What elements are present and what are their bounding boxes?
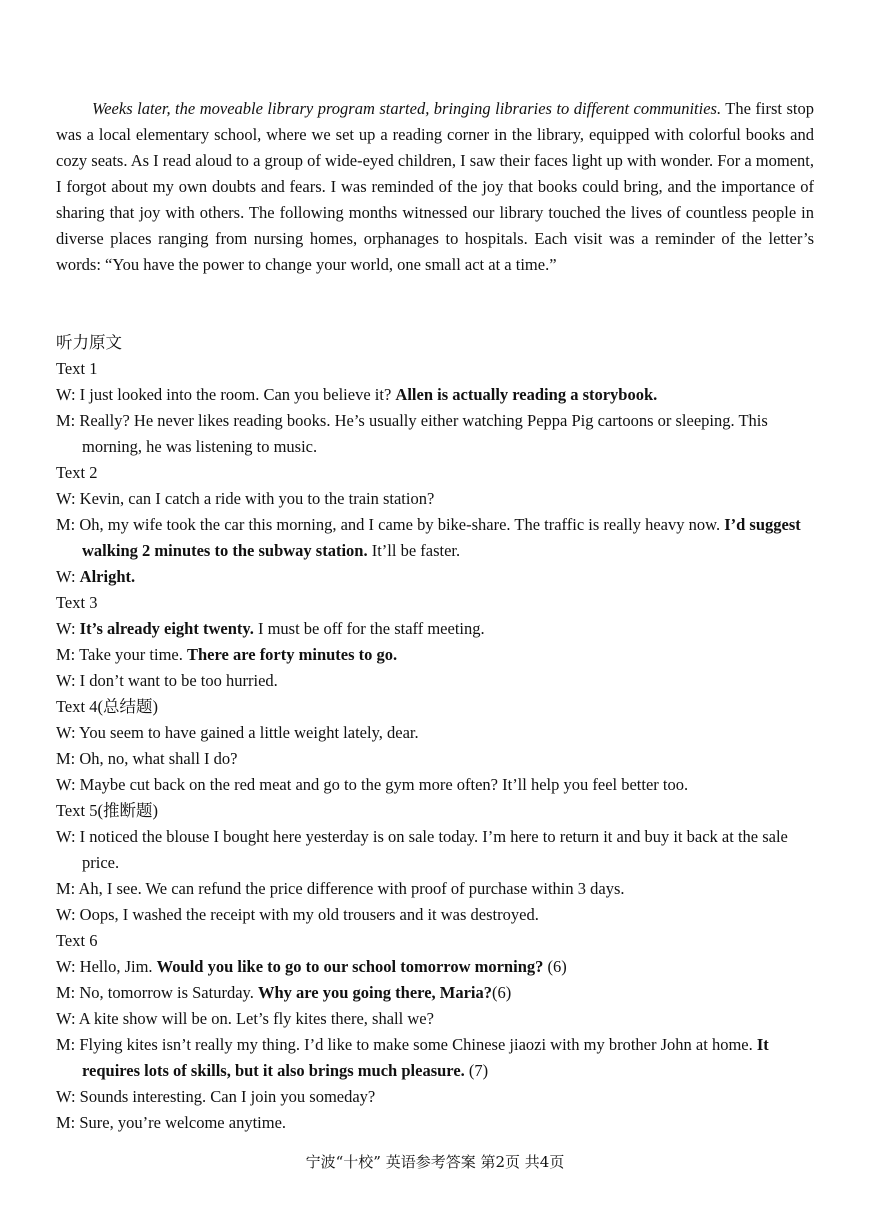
text-6-heading: Text 6 bbox=[56, 931, 98, 950]
page-footer: 宁波“十校” 英语参考答案 第2页 共4页 bbox=[305, 1153, 565, 1171]
key-answer: Would you like to go to our school tomorrow morning? bbox=[156, 957, 548, 976]
dialogue-line: W: Alright. bbox=[56, 567, 136, 586]
text-4-heading: Text 4(总结题) bbox=[56, 697, 158, 716]
text-3-heading: Text 3 bbox=[56, 593, 98, 612]
dialogue-line: M: Flying kites isn’t really my thing. I’d like to make some Chinese jiaozi with my brother John at home. It requires lots of skills, but it also brings much pleasure. (7) bbox=[56, 1035, 769, 1080]
key-answer: Allen is actually reading a storybook. bbox=[395, 385, 658, 404]
listening-transcript bbox=[56, 330, 816, 1136]
dialogue-line: W: Kevin, can I catch a ride with you to the train station? bbox=[56, 489, 435, 508]
listening-title: 听力原文 bbox=[56, 333, 122, 352]
dialogue-line: W: I just looked into the room. Can you believe it? Allen is actually reading a storybook. bbox=[56, 385, 658, 404]
dialogue-line: W: Oops, I washed the receipt with my old trousers and it was destroyed. bbox=[56, 905, 539, 924]
text-1-heading: Text 1 bbox=[56, 359, 98, 378]
essay-body: The first stop was a local elementary school, where we set up a reading corner in the library, equipped with colorful books and cozy seats. As I read aloud to a group of wide-eyed children, I saw their faces light up with wonder. For a moment, I forgot about my own doubts and fears. I was reminded of the joy that books could bring, and the importance of sharing that joy with others. The following months witnessed our library touched the lives of countless people in diverse places ranging from nursing homes, orphanages to hospitals. Each visit was a reminder of the letter’s words: “You have the power to change your world, one small act at a time.” bbox=[56, 99, 815, 274]
dialogue-line: M: Oh, my wife took the car this morning, and I came by bike-share. The traffic is really heavy now. I’d suggest walking 2 minutes to the subway station. It’ll be faster. bbox=[56, 515, 801, 560]
dialogue-line: W: It’s already eight twenty. I must be off for the staff meeting. bbox=[56, 619, 485, 638]
key-answer: Alright. bbox=[79, 567, 136, 586]
key-answer: It requires lots of skills, but it also brings much pleasure. bbox=[82, 1035, 769, 1080]
dialogue-line: W: Sounds interesting. Can I join you someday? bbox=[56, 1087, 376, 1106]
text-5-heading: Text 5(推断题) bbox=[56, 801, 158, 820]
dialogue-line: M: Take your time. There are forty minutes to go. bbox=[56, 645, 398, 664]
key-answer: Why are you going there, Maria? bbox=[257, 983, 493, 1002]
dialogue-line: M: Oh, no, what shall I do? bbox=[56, 749, 238, 768]
essay-paragraph bbox=[56, 96, 814, 278]
dialogue-line: W: You seem to have gained a little weight lately, dear. bbox=[56, 723, 419, 742]
dialogue-line: M: Ah, I see. We can refund the price difference with proof of purchase within 3 days. bbox=[56, 879, 625, 898]
dialogue-line: W: A kite show will be on. Let’s fly kites there, shall we? bbox=[56, 1009, 434, 1028]
key-answer: There are forty minutes to go. bbox=[186, 645, 398, 664]
key-answer: I’d suggest walking 2 minutes to the subway station. bbox=[82, 515, 801, 560]
dialogue-line: M: No, tomorrow is Saturday. Why are you going there, Maria?(6) bbox=[56, 983, 512, 1002]
key-answer: It’s already eight twenty. bbox=[79, 619, 254, 638]
dialogue-line: W: I noticed the blouse I bought here yesterday is on sale today. I’m here to return it and buy it back at the sale price. bbox=[56, 827, 788, 872]
essay-lead-sentence: Weeks later, the moveable library program started, bringing libraries to different communities. bbox=[92, 99, 722, 118]
dialogue-line: W: I don’t want to be too hurried. bbox=[56, 671, 278, 690]
text-2-heading: Text 2 bbox=[56, 463, 98, 482]
dialogue-line: W: Maybe cut back on the red meat and go to the gym more often? It’ll help you feel better too. bbox=[56, 775, 689, 794]
dialogue-line: M: Really? He never likes reading books. He’s usually either watching Peppa Pig cartoons or sleeping. This morning, he was listening to music. bbox=[56, 411, 768, 456]
dialogue-line: M: Sure, you’re welcome anytime. bbox=[56, 1113, 287, 1132]
dialogue-line: W: Hello, Jim. Would you like to go to our school tomorrow morning? (6) bbox=[56, 957, 567, 976]
